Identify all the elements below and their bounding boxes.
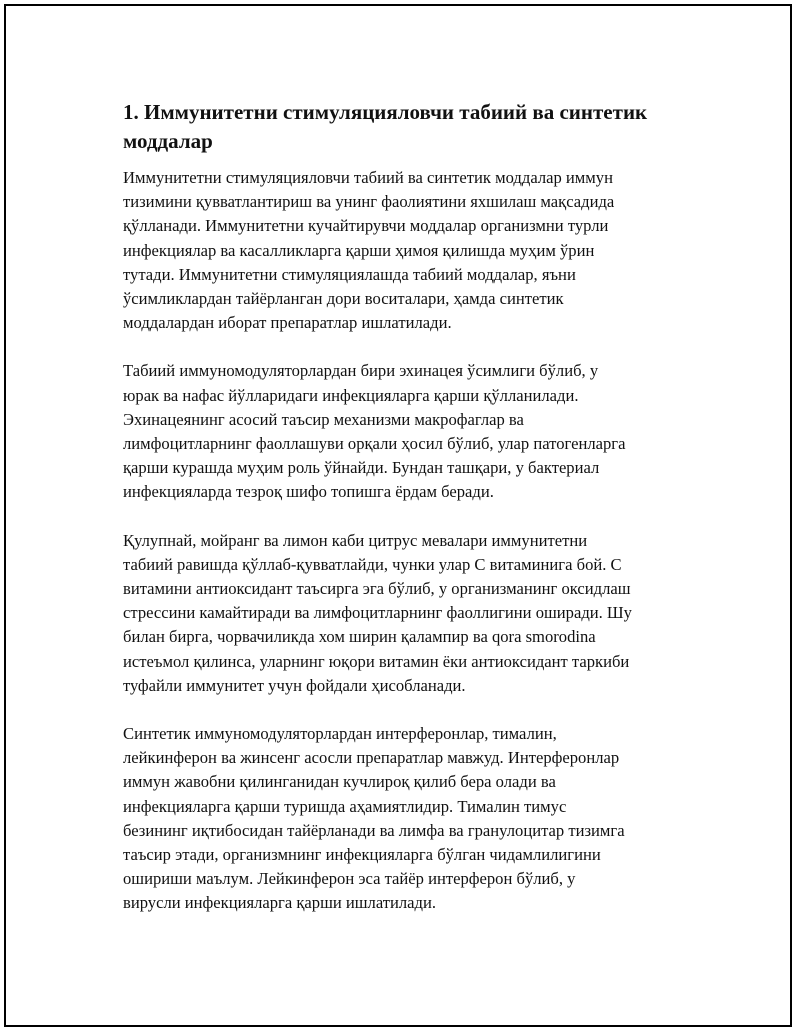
paragraph-line: лейкинферон ва жинсенг асосли препаратлар мавжуд. Интерферонлар [123, 748, 620, 768]
paragraph-line: вирусли инфекцияларга қарши ишлатилади. [123, 893, 437, 913]
paragraph-line: қўлланади. Иммунитетни кучайтирувчи моддалар организмни турли [123, 216, 609, 236]
paragraph-line: Синтетик иммуномодуляторлардан интерферонлар, тималин, [123, 724, 557, 744]
paragraph-line: таъсир этади, организмнинг инфекцияларга бўлган чидамлилигини [123, 845, 601, 865]
paragraph-2 [123, 359, 703, 504]
document-body [123, 98, 703, 940]
paragraph-line: безининг иқтибосидан тайёрланади ва лимфа ва гранулоцитар тизимга [123, 820, 625, 840]
paragraph-line: қарши курашда муҳим роль ўйнайди. Бундан ташқари, у бактериал [123, 458, 600, 478]
paragraph-line: тутади. Иммунитетни стимуляциялашда табиий моддалар, яъни [123, 264, 576, 284]
paragraph-line: витамини антиоксидант таъсирга эга бўлиб, у организманинг оксидлаш [123, 579, 631, 599]
paragraph-line: Қулупнай, мойранг ва лимон каби цитрус мевалари иммунитетни [123, 530, 588, 550]
paragraph-line: ошириши маълум. Лейкинферон эса тайёр интерферон бўлиб, у [123, 869, 576, 889]
paragraph-line: Иммунитетни стимуляцияловчи табиий ва синтетик моддалар иммун [123, 168, 613, 187]
paragraph-line: Эхинацеянинг асосий таъсир механизми макрофаглар ва [123, 409, 524, 429]
paragraph-line: инфекцияларга қарши туришда аҳамиятлидир. Тималин тимус [123, 796, 567, 816]
paragraph-4 [123, 722, 703, 916]
paragraph-line: юрак ва нафас йўлларидаги инфекцияларга қарши қўлланилади. [123, 385, 579, 405]
paragraph-line: туфайли иммунитет учун фойдали ҳисобланади. [123, 675, 466, 695]
paragraph-1 [123, 166, 703, 335]
paragraph-line: ўсимликлардан тайёрланган дори воситалари, ҳамда синтетик [123, 289, 564, 309]
paragraph-line: тизимини қувватлантириш ва унинг фаолиятини яхшилаш мақсадида [123, 192, 615, 212]
paragraph-line: иммун жавобни қилинганидан кучлироқ қилиб бера олади ва [123, 772, 556, 792]
paragraph-line: Табиий иммуномодуляторлардан бири эхинацея ўсимлиги бўлиб, у [123, 361, 599, 381]
heading-line: 1. Иммунитетни стимуляцияловчи табиий ва синтетик [123, 100, 648, 124]
paragraph-line: истеъмол қилинса, уларнинг юқори витамин ёки антиоксидант таркиби [123, 651, 630, 671]
paragraph-line: инфекцияларда тезроқ шифо топишга ёрдам беради. [123, 482, 494, 502]
paragraph-line: билан бирга, чорвачиликда хом ширин қалампир ва qora smorodina [123, 627, 596, 647]
paragraph-line: моддалардан иборат препаратлар ишлатилади. [123, 313, 452, 333]
paragraph-line: табиий равишда қўллаб-қувватлайди, чунки улар C витаминига бой. C [123, 554, 622, 574]
page-frame [4, 4, 792, 1027]
section-heading [123, 98, 703, 156]
paragraph-line: лимфоцитларнинг фаоллашуви орқали ҳосил бўлиб, улар патогенларга [123, 434, 626, 454]
paragraph-line: стрессини камайтиради ва лимфоцитларнинг фаоллигини оширади. Шу [123, 603, 632, 623]
heading-line: моддалар [123, 129, 213, 153]
paragraph-3 [123, 529, 703, 698]
paragraph-line: инфекциялар ва касалликларга қарши ҳимоя қилишда муҳим ўрин [123, 240, 595, 260]
